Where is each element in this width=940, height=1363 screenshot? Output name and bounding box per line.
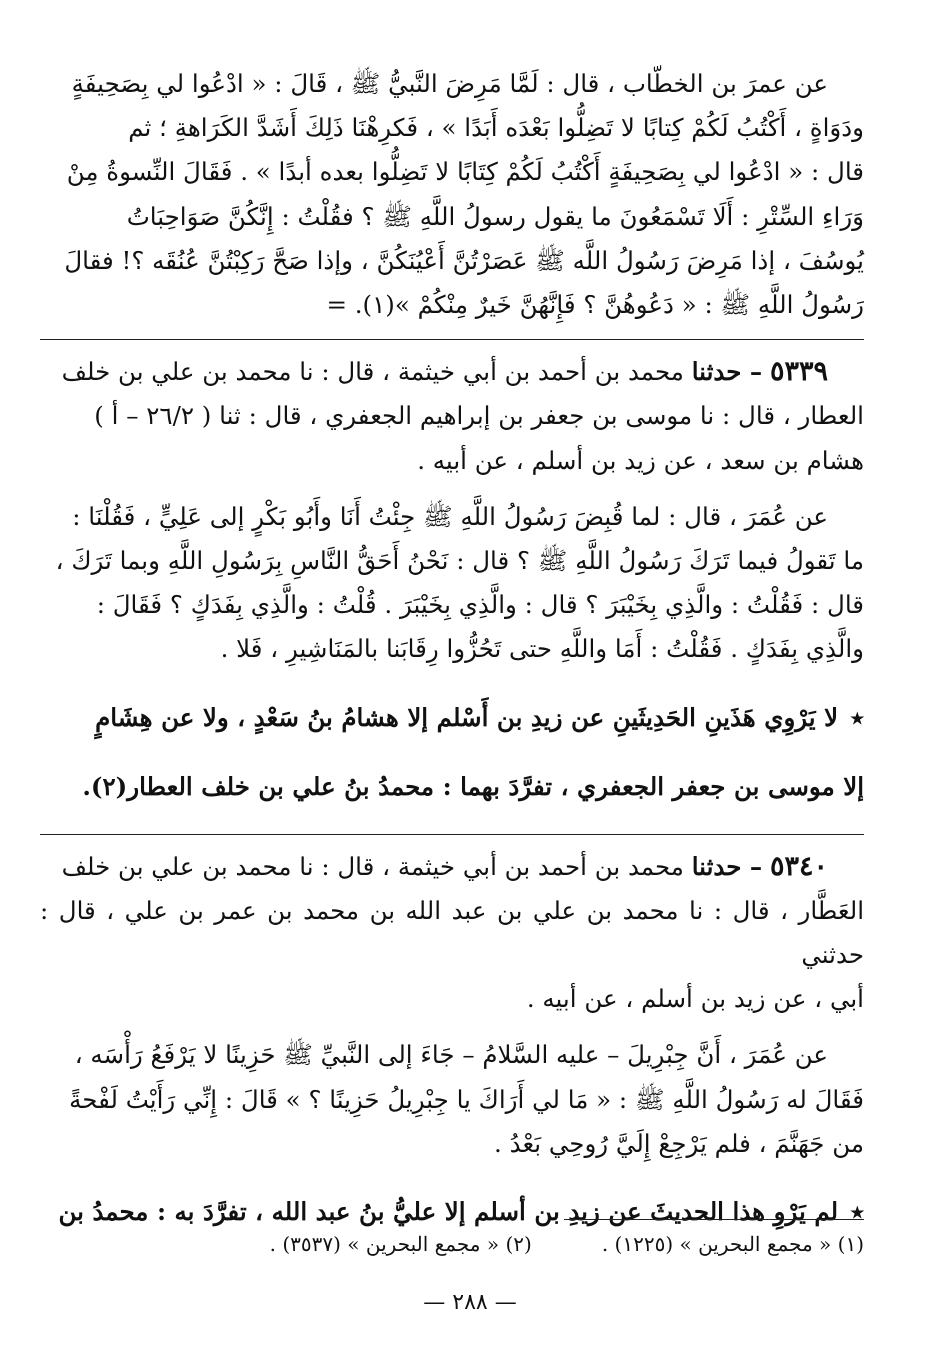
hadith-lead: – حدثنا [691,357,763,387]
text-line: ودَوَاةٍ ، أَكْتُبُ لَكُمْ كِتابًا لا تَضِلُّوا بَعْدَه أَبَدًا » ، فَكرِهْنَا ذَلِكَ أَشَدَّ الكَرَاهةِ ؛ ثم [128,113,864,143]
hadith-5340-isnad [40,845,864,1022]
text-line: قال : « ادْعُوا لي بِصَحِيفَةٍ أَكْتُبُ لَكُمْ كِتَابًا لا تَضِلُّوا بعده أبدًا » . فَقَالَ النِّسوةُ مِنْ [66,157,864,187]
text-span: لا يَرْوِي هَذَينِ الحَدِيثَينِ عن زيدِ بن أَسْلم إلا هشامُ بنُ سَعْدٍ ، ولا عن هِشَامٍ [95,703,839,733]
footnote-2: (٢) « مجمع البحرين » (٣٥٣٧) . [269,1232,532,1256]
text-line [40,696,864,740]
section-divider [40,834,864,835]
text-line: قال : فَقُلْتُ : والَّذِي بِخَيْبَرَ ؟ قال : والَّذِي بِخَيْبَرَ . قُلْتُ : والَّذِي بِفَدَكٍ ؟ فَقَالَ : [96,590,864,620]
section-divider [40,339,864,340]
hadith-5339-isnad [40,350,864,483]
page-body [40,62,864,1259]
hadith-5340-matn [40,1033,864,1166]
text-line: عن عُمَرَ ، أَنَّ جِبْرِيلَ – عليه السَّلامُ – جَاءَ إلى النَّبيِّ ﷺ حَزِينًا لا يَرْفَعُ رَأْسَه ، [74,1040,828,1070]
text-line [40,350,864,394]
text-line [40,845,864,889]
star-icon: ٭ [850,703,864,733]
footnote-1: (١) « مجمع البحرين » (١٢٢٥) . [601,1232,864,1256]
paragraph-hadith-continuation [40,62,864,327]
hadith-number: ٥٣٤٠ [769,850,828,882]
star-icon: ٭ [850,1197,864,1227]
text-line: عن عُمَرَ ، قال : لما قُبِضَ رَسُولُ اللَّهِ ﷺ جِئْتُ أَنَا وأَبُو بَكْرٍ إلى عَلِيٍّ ، فَقُلْنَا : [72,501,828,531]
hadith-lead: – حدثنا [691,851,763,881]
text-line: العطار ، قال : نا موسى بن جعفر بن إبراهيم الجعفري ، قال : ثنا ( ٢٦/٢ – أ ) [94,401,864,431]
text-line: العَطَّار ، قال : نا محمد بن علي بن عبد الله بن محمد بن عمر بن علي ، قال : حدثني [40,895,864,969]
text-line: هشام بن سعد ، عن زيد بن أسلم ، عن أبيه . [417,445,864,475]
text-line: والَّذِي بِفَدَكٍ . فَقُلْتُ : أَمَا واللَّهِ حتى تَحُزُّوا رِقَابَنا بالمَنَاشِيرِ ، فَلا . [220,634,864,664]
text-line: ما تَقولُ فيما تَرَكَ رَسُولُ اللَّهِ ﷺ ؟ قال : نَحْنُ أَحَقُّ النَّاسِ بِرَسُولِ اللَّهِ وبما تَرَكَ ، [55,546,864,576]
text-line: يُوسُفَ ، إذا مَرِضَ رَسُولُ اللَّه ﷺ عَصَرْتُنَّ أَعْيُنَكُنَّ ، وإذا صَحَّ رَكِبْتُنَّ عُنُقَه ؟! فقالَ [64,245,864,275]
text-span: لم يَرْوِ هذا الحديثَ عن زيدِ بن أسلم إلا عليُّ بنُ عبد الله ، تفرَّدَ به : محمدُ بن [58,1197,839,1227]
hadith-5339-matn [40,495,864,672]
text-line: إلا موسى بن جعفر الجعفري ، تفرَّدَ بهما : محمدُ بنُ علي بن خلف العطار(٢). [82,771,864,801]
page-number: — ٢٨٨ — [423,1290,517,1315]
commentary-note-1 [40,696,864,809]
text-line: رَسُولُ اللَّهِ ﷺ : « دَعُوهُنَّ ؟ فَإِنَّهُنَّ خَيرٌ مِنْكُمْ »(١). = [326,290,864,320]
text-line: من جَهَنَّمَ ، فلم يَرْجِعْ إِلَيَّ رُوحِي بَعْدُ . [494,1128,864,1158]
text-span: محمد بن أحمد بن أبي خيثمة ، قال : نا محمد بن علي بن خلف [61,357,684,387]
text-line: عن عمرَ بن الخطّاب ، قال : لَمَّا مَرِضَ النَّبيُّ ﷺ ، قَالَ : « ادْعُوا لي بِصَحِيفَةٍ [71,69,828,98]
text-line: أبي ، عن زيد بن أسلم ، عن أبيه . [526,984,864,1014]
text-line: وَرَاءِ السِّتْرِ : أَلَا تَسْمَعُونَ ما يقول رسولُ اللَّهِ ﷺ ؟ فقُلْتُ : إِنَّكُنَّ صَوَاحِبَاتُ [126,201,864,231]
footnotes [40,1226,864,1262]
footnote-rule [564,1219,864,1220]
text-span: محمد بن أحمد بن أبي خيثمة ، قال : نا محمد بن علي بن خلف [61,851,684,881]
text-line: فَقَالَ له رَسُولُ اللَّهِ ﷺ : « مَا لي أَرَاكَ يا جِبْرِيلُ حَزِينًا ؟ » قَالَ : إِنِّي رَأَيْتُ لَفْحةً [69,1084,864,1114]
hadith-number: ٥٣٣٩ [769,356,828,388]
